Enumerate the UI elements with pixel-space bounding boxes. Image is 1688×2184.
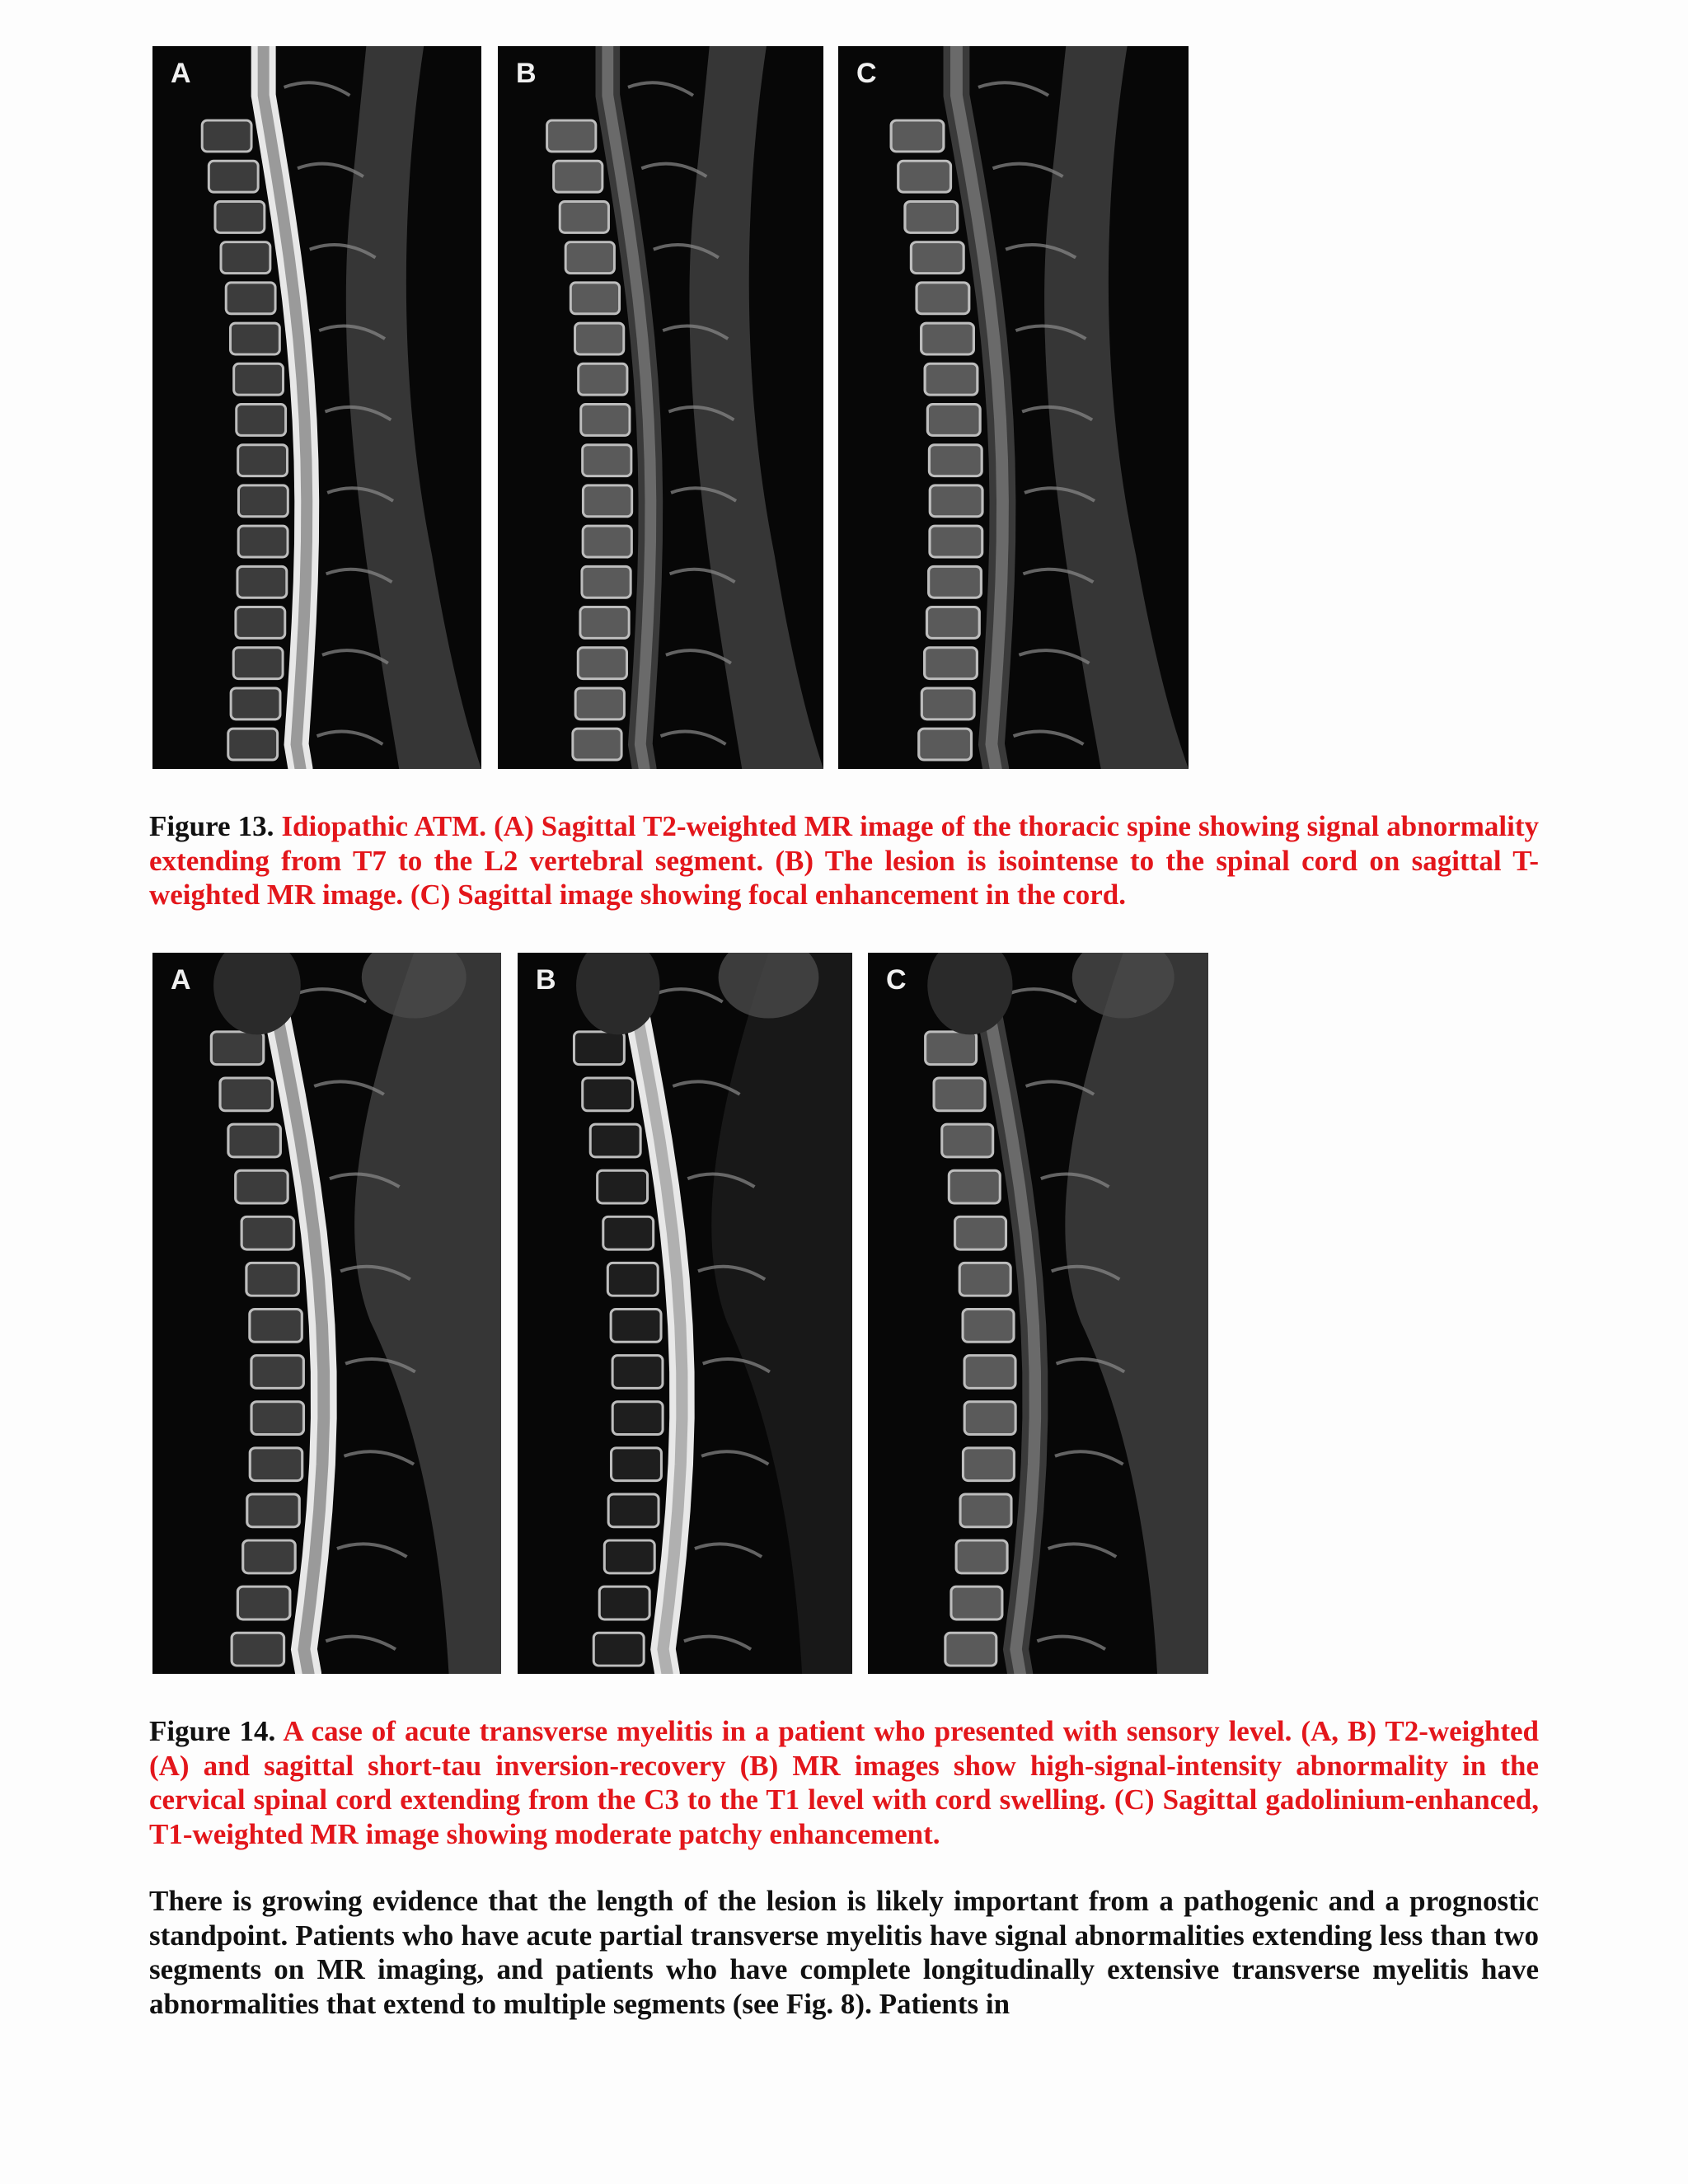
vertebra [238,485,288,517]
vertebra [232,1633,284,1666]
vertebra [575,323,624,354]
vertebra [247,1494,299,1527]
panel-label: C [856,58,877,89]
vertebra [608,1494,659,1527]
vertebra [959,1263,1010,1296]
figure13-panel-a [152,46,481,769]
vertebra [949,1170,1000,1203]
vertebra [243,1540,295,1573]
vertebra [921,688,974,719]
vertebra [956,1540,1007,1573]
vertebra [570,283,619,314]
mri-image [518,953,852,1674]
vertebra [599,1586,649,1619]
vertebra [580,607,629,639]
vertebra [236,607,285,639]
mri-image [838,46,1189,769]
vertebra [573,729,621,760]
vertebra [911,242,964,274]
mri-image [868,953,1208,1674]
vertebra [930,526,982,557]
vertebra [951,1586,1002,1619]
vertebra [964,1356,1015,1389]
figure14-panel-a [152,953,501,1674]
vertebra [942,1124,993,1157]
vertebra [590,1124,640,1157]
vertebra [945,1633,996,1666]
vertebra [215,201,265,232]
vertebra [220,1078,272,1111]
vertebra [612,1402,663,1435]
vertebra [963,1310,1014,1343]
vertebra [583,1078,633,1111]
figure13-caption [149,809,1539,912]
vertebra [221,242,270,274]
vertebra [926,1032,977,1065]
vertebra [603,1216,654,1249]
vertebra [231,688,280,719]
figure14-panel-b [518,953,852,1674]
vertebra [581,405,630,436]
vertebra [560,201,608,232]
vertebra [547,120,596,152]
vertebra [209,161,258,192]
figure13-panel-c [838,46,1189,769]
panel-label: C [886,964,907,996]
vertebra [898,161,951,192]
vertebra [963,1448,1014,1481]
vertebra [251,1402,303,1435]
caption-text: A case of acute transverse myelitis in a patient who presented with sensory level. (A, B) T2-weighted (A) and sagittal short-tau inversion-recovery (B) MR images show high-signal-intensity abnormality in the cervical spinal cord extending from the C3 to the T1 level with cord swelling. (C) Sagittal gadolinium-enhanced, T1-weighted MR image showing moderate patchy enhancement. [149,1715,1540,1850]
vertebra [228,729,278,760]
vertebra [891,120,944,152]
vertebra [930,485,982,517]
vertebra [250,1310,302,1343]
vertebra [583,485,631,517]
figure14-panel-c [868,953,1208,1674]
vertebra [934,1078,985,1111]
mri-image [498,46,823,769]
vertebra [238,445,288,476]
vertebra [607,1263,658,1296]
vertebra [925,363,978,395]
vertebra [230,323,279,354]
vertebra [612,1448,662,1481]
panel-label: B [536,964,556,996]
vertebra [211,1032,263,1065]
vertebra [250,1448,302,1481]
vertebra [565,242,614,274]
panel-label: A [171,964,191,996]
vertebra [241,1216,293,1249]
vertebra [202,120,251,152]
vertebra [593,1633,644,1666]
vertebra [226,283,275,314]
vertebra [927,405,980,436]
vertebra [921,323,974,354]
vertebra [917,283,969,314]
vertebra [578,648,626,679]
vertebra [238,526,288,557]
caption-text: Idiopathic ATM. (A) Sagittal T2-weighted MR image of the thoracic spine showing signal abnormality extending from T7 to the L2 vertebral segment. (B) The lesion is isointense to the spinal cord on sagittal T-weighted MR image. (C) Sagittal image showing focal enhancement in the cord. [149,810,1540,911]
vertebra [233,648,283,679]
vertebra [579,363,627,395]
vertebra [905,201,958,232]
vertebra [228,1124,280,1157]
vertebra [236,1170,288,1203]
vertebra [554,161,603,192]
vertebra [575,688,624,719]
mri-image [152,46,481,769]
vertebra [919,729,972,760]
vertebra [246,1263,298,1296]
body-paragraph: There is growing evidence that the length of the lesion is likely important from a pathogenic and a prognostic standpoint. Patients who have acute partial transverse myelitis have signal abnormalities extending less than two segments on MR imaging, and patients who have complete longitudinally extensive transverse myelitis have abnormalities that extend to multiple segments (see Fig. 8). Patients in [149,1885,1539,2020]
vertebra [964,1402,1015,1435]
vertebra [237,566,287,598]
vertebra [611,1310,661,1343]
figure14-caption [149,1714,1539,1851]
vertebra [598,1170,648,1203]
vertebra [955,1216,1006,1249]
panel-label: B [516,58,537,89]
vertebra [251,1356,303,1389]
vertebra [926,607,979,639]
vertebra [582,566,631,598]
mri-image [152,953,501,1674]
vertebra [574,1032,624,1065]
panel-label: A [171,58,191,89]
vertebra [929,445,982,476]
vertebra [612,1356,663,1389]
vertebra [925,648,978,679]
vertebra [234,363,284,395]
vertebra [237,405,286,436]
figure-number: Figure 14. [149,1715,276,1747]
vertebra [583,445,631,476]
vertebra [604,1540,654,1573]
figure13-panel-b [498,46,823,769]
vertebra [960,1494,1011,1527]
vertebra [237,1586,289,1619]
figure-number: Figure 13. [149,810,274,842]
vertebra [583,526,631,557]
vertebra [929,566,982,598]
